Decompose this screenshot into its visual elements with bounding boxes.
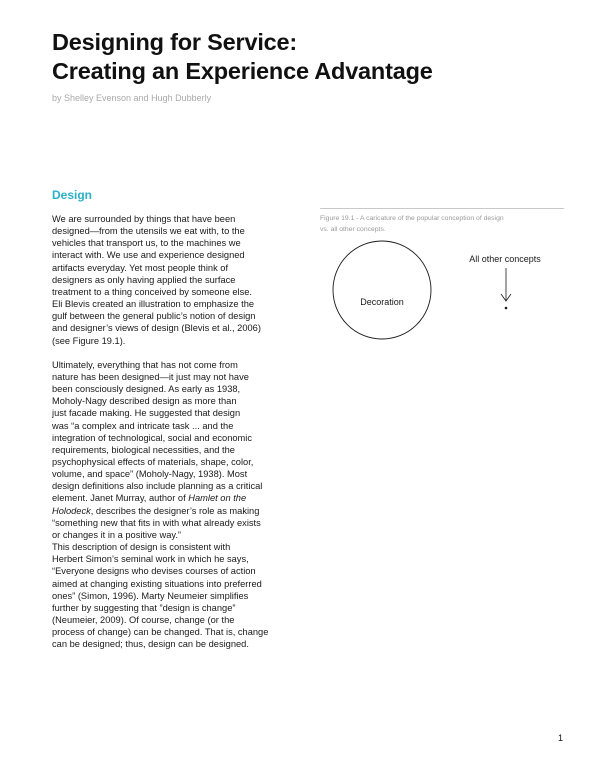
paragraph-1 — [52, 213, 302, 347]
decoration-circle — [333, 241, 431, 339]
text-line: ones” (Simon, 1996). Marty Neumeier simplifies — [52, 590, 249, 601]
caption-line: vs. all other concepts. — [320, 225, 386, 233]
text-line: “Everyone designs who devises courses of action — [52, 566, 256, 577]
paragraph-3 — [52, 541, 302, 650]
text-line: designed—from the utensils we eat with, to the — [52, 226, 245, 237]
text-line: treatment to a thing conceived by someone else. — [52, 286, 253, 297]
text-line: (see Figure 19.1). — [52, 335, 126, 346]
caption-line: Figure 19.1 - A caricature of the popular conception of design — [320, 215, 504, 222]
all-other-concepts-label: All other concepts — [469, 254, 541, 264]
title-line-1: Designing for Service: — [52, 29, 298, 55]
text-line: Eli Blevis created an illustration to emphasize the — [52, 299, 255, 310]
body-text-column — [52, 213, 302, 650]
text-line: psychophysical effects of materials, shape, color, — [52, 456, 254, 467]
text-line: This description of design is consistent with — [52, 542, 231, 553]
book-title-part-2: Holodeck — [52, 505, 91, 516]
text-segment: , describes the designer’s role as making — [90, 505, 260, 516]
text-line: gulf between the general public’s notion of design — [52, 311, 256, 322]
text-line: process of change) can be changed. That is, change — [52, 627, 269, 638]
text-line: been consciously designed. As early as 1938, — [52, 384, 241, 395]
text-line: was “a complex and intricate task ... and the — [52, 420, 234, 431]
text-line: vehicles that transport us, to the machines we — [52, 238, 241, 249]
page-title — [52, 28, 433, 86]
text-line: “something new that fits in with what already exists — [52, 517, 261, 528]
text-line: We are surrounded by things that have been — [52, 214, 236, 224]
paragraph-gap — [52, 347, 302, 359]
text-line: artifacts everyday. Yet most people think of — [52, 262, 229, 273]
text-line: Herbert Simon’s seminal work in which he says, — [52, 554, 249, 565]
text-line: can be designed; thus, design can be designed. — [52, 639, 249, 650]
text-line: or changes it in a positive way.” — [52, 529, 182, 540]
figure-divider — [320, 208, 564, 209]
text-line: interact with. We use and experience designed — [52, 250, 245, 261]
text-segment: element. Janet Murray, author of — [52, 493, 186, 504]
text-line — [52, 492, 302, 504]
page-number: 1 — [558, 733, 564, 743]
text-line: requirements, biological necessities, and the — [52, 444, 235, 455]
text-line: (Neumeier, 2009). Of course, change (or the — [52, 615, 235, 625]
figure-diagram — [320, 240, 580, 340]
text-line: volume, and space” (Moholy-Nagy, 1938). Most — [52, 469, 248, 480]
text-line: Ultimately, everything that has not come from — [52, 359, 238, 370]
text-line: integration of technological, social and economic — [52, 432, 253, 443]
text-line: aimed at changing existing situations into preferred — [52, 578, 262, 589]
section-heading: Design — [52, 188, 93, 202]
text-line: design definitions also include planning as a critical — [52, 481, 263, 492]
text-line: nature has been designed—it just may not have — [52, 371, 249, 382]
paragraph-2 — [52, 359, 302, 541]
figure-caption — [320, 214, 564, 235]
text-line: and designer’s views of design (Blevis et al., 2006) — [52, 323, 261, 334]
book-title-part-1: Hamlet on the — [188, 493, 247, 504]
byline: by Shelley Evenson and Hugh Dubberly — [52, 93, 212, 103]
point-dot — [505, 307, 508, 310]
title-line-2: Creating an Experience Advantage — [52, 58, 433, 84]
text-line: further by suggesting that ”design is change” — [52, 602, 236, 613]
text-line: Moholy-Nagy described design as more than — [52, 396, 237, 407]
decoration-label: Decoration — [360, 297, 404, 307]
text-line — [52, 505, 302, 517]
text-line: designers as only having applied the surface — [52, 274, 236, 285]
text-line: just facade making. He suggested that design — [52, 408, 241, 419]
